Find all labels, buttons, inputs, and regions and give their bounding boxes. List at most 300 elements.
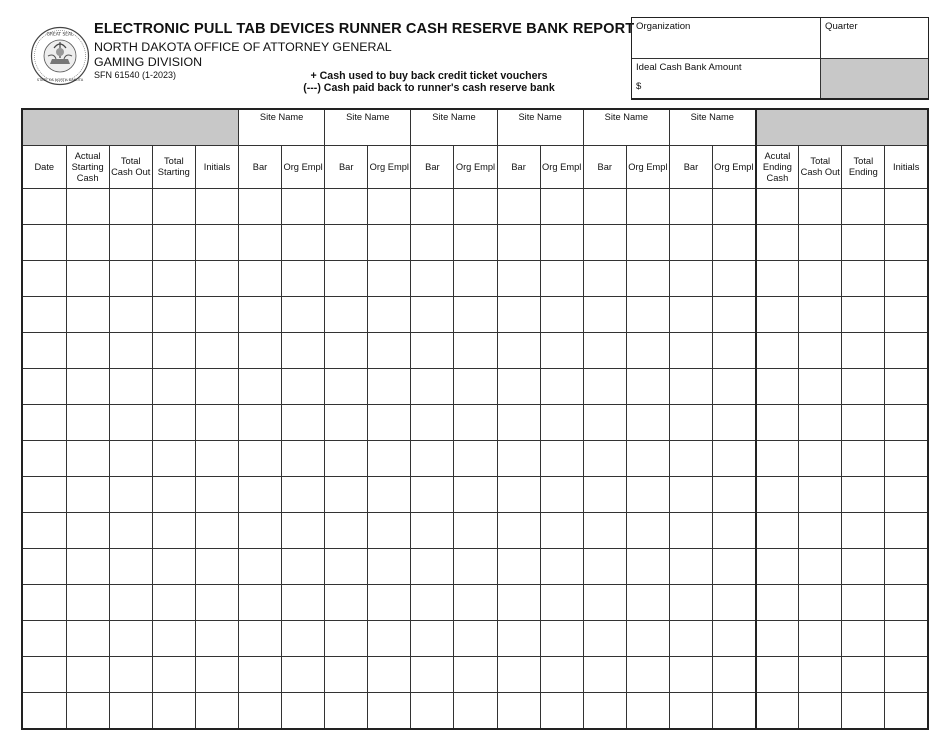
entry-cell[interactable] xyxy=(195,261,238,297)
entry-cell[interactable] xyxy=(626,477,669,513)
entry-cell[interactable] xyxy=(195,477,238,513)
entry-cell[interactable] xyxy=(626,225,669,261)
entry-cell[interactable] xyxy=(713,585,756,621)
entry-cell[interactable] xyxy=(540,549,583,585)
entry-cell[interactable] xyxy=(152,657,195,693)
entry-cell[interactable] xyxy=(626,657,669,693)
entry-cell[interactable] xyxy=(282,369,325,405)
entry-cell[interactable] xyxy=(540,225,583,261)
entry-cell[interactable] xyxy=(368,333,411,369)
entry-cell[interactable] xyxy=(152,333,195,369)
entry-cell[interactable] xyxy=(756,621,799,657)
entry-cell[interactable] xyxy=(885,189,928,225)
entry-cell[interactable] xyxy=(152,585,195,621)
entry-cell[interactable] xyxy=(799,297,842,333)
entry-cell[interactable] xyxy=(713,657,756,693)
entry-cell[interactable] xyxy=(885,693,928,730)
entry-cell[interactable] xyxy=(497,693,540,730)
entry-cell[interactable] xyxy=(411,585,454,621)
entry-cell[interactable] xyxy=(799,405,842,441)
entry-cell[interactable] xyxy=(411,261,454,297)
entry-cell[interactable] xyxy=(109,657,152,693)
entry-cell[interactable] xyxy=(238,333,281,369)
entry-cell[interactable] xyxy=(195,333,238,369)
entry-cell[interactable] xyxy=(282,513,325,549)
entry-cell[interactable] xyxy=(152,693,195,730)
entry-cell[interactable] xyxy=(195,693,238,730)
entry-cell[interactable] xyxy=(325,657,368,693)
entry-cell[interactable] xyxy=(368,513,411,549)
entry-cell[interactable] xyxy=(583,405,626,441)
entry-cell[interactable] xyxy=(368,621,411,657)
entry-cell[interactable] xyxy=(669,477,712,513)
entry-cell[interactable] xyxy=(713,549,756,585)
entry-cell[interactable] xyxy=(756,657,799,693)
entry-cell[interactable] xyxy=(238,585,281,621)
entry-cell[interactable] xyxy=(109,369,152,405)
entry-cell[interactable] xyxy=(799,693,842,730)
entry-cell[interactable] xyxy=(195,297,238,333)
entry-cell[interactable] xyxy=(368,189,411,225)
entry-cell[interactable] xyxy=(713,441,756,477)
entry-cell[interactable] xyxy=(756,441,799,477)
entry-cell[interactable] xyxy=(109,333,152,369)
entry-cell[interactable] xyxy=(22,441,66,477)
entry-cell[interactable] xyxy=(66,189,109,225)
entry-cell[interactable] xyxy=(152,477,195,513)
entry-cell[interactable] xyxy=(583,189,626,225)
entry-cell[interactable] xyxy=(325,333,368,369)
entry-cell[interactable] xyxy=(540,657,583,693)
entry-cell[interactable] xyxy=(713,693,756,730)
entry-cell[interactable] xyxy=(497,621,540,657)
entry-cell[interactable] xyxy=(282,333,325,369)
entry-cell[interactable] xyxy=(238,441,281,477)
entry-cell[interactable] xyxy=(669,621,712,657)
entry-cell[interactable] xyxy=(411,549,454,585)
entry-cell[interactable] xyxy=(195,369,238,405)
entry-cell[interactable] xyxy=(799,261,842,297)
entry-cell[interactable] xyxy=(842,369,885,405)
entry-cell[interactable] xyxy=(109,225,152,261)
entry-cell[interactable] xyxy=(713,369,756,405)
entry-cell[interactable] xyxy=(756,333,799,369)
entry-cell[interactable] xyxy=(368,297,411,333)
entry-cell[interactable] xyxy=(454,549,497,585)
entry-cell[interactable] xyxy=(540,441,583,477)
entry-cell[interactable] xyxy=(756,261,799,297)
entry-cell[interactable] xyxy=(411,441,454,477)
entry-cell[interactable] xyxy=(799,333,842,369)
entry-cell[interactable] xyxy=(109,261,152,297)
entry-cell[interactable] xyxy=(282,225,325,261)
entry-cell[interactable] xyxy=(454,477,497,513)
entry-cell[interactable] xyxy=(713,225,756,261)
ideal-cash-input[interactable] xyxy=(646,79,814,94)
entry-cell[interactable] xyxy=(713,297,756,333)
entry-cell[interactable] xyxy=(885,297,928,333)
entry-cell[interactable] xyxy=(66,441,109,477)
entry-cell[interactable] xyxy=(411,225,454,261)
entry-cell[interactable] xyxy=(109,621,152,657)
entry-cell[interactable] xyxy=(66,297,109,333)
entry-cell[interactable] xyxy=(109,549,152,585)
entry-cell[interactable] xyxy=(756,549,799,585)
entry-cell[interactable] xyxy=(842,549,885,585)
entry-cell[interactable] xyxy=(885,261,928,297)
entry-cell[interactable] xyxy=(713,513,756,549)
entry-cell[interactable] xyxy=(497,405,540,441)
entry-cell[interactable] xyxy=(411,369,454,405)
entry-cell[interactable] xyxy=(282,297,325,333)
entry-cell[interactable] xyxy=(626,297,669,333)
entry-cell[interactable] xyxy=(540,369,583,405)
entry-cell[interactable] xyxy=(669,225,712,261)
entry-cell[interactable] xyxy=(799,189,842,225)
entry-cell[interactable] xyxy=(368,405,411,441)
entry-cell[interactable] xyxy=(152,189,195,225)
entry-cell[interactable] xyxy=(282,621,325,657)
entry-cell[interactable] xyxy=(497,225,540,261)
entry-cell[interactable] xyxy=(152,549,195,585)
entry-cell[interactable] xyxy=(842,693,885,730)
entry-cell[interactable] xyxy=(454,297,497,333)
entry-cell[interactable] xyxy=(583,621,626,657)
entry-cell[interactable] xyxy=(238,369,281,405)
entry-cell[interactable] xyxy=(842,513,885,549)
entry-cell[interactable] xyxy=(626,441,669,477)
entry-cell[interactable] xyxy=(22,585,66,621)
entry-cell[interactable] xyxy=(583,261,626,297)
entry-cell[interactable] xyxy=(885,369,928,405)
entry-cell[interactable] xyxy=(411,297,454,333)
entry-cell[interactable] xyxy=(454,693,497,730)
entry-cell[interactable] xyxy=(885,477,928,513)
entry-cell[interactable] xyxy=(152,297,195,333)
organization-input[interactable] xyxy=(636,36,814,54)
entry-cell[interactable] xyxy=(368,441,411,477)
entry-cell[interactable] xyxy=(22,549,66,585)
entry-cell[interactable] xyxy=(66,405,109,441)
entry-cell[interactable] xyxy=(368,693,411,730)
entry-cell[interactable] xyxy=(454,405,497,441)
entry-cell[interactable] xyxy=(368,225,411,261)
entry-cell[interactable] xyxy=(626,693,669,730)
entry-cell[interactable] xyxy=(669,693,712,730)
entry-cell[interactable] xyxy=(497,369,540,405)
entry-cell[interactable] xyxy=(152,261,195,297)
entry-cell[interactable] xyxy=(497,477,540,513)
entry-cell[interactable] xyxy=(669,549,712,585)
entry-cell[interactable] xyxy=(195,225,238,261)
entry-cell[interactable] xyxy=(411,477,454,513)
entry-cell[interactable] xyxy=(454,513,497,549)
entry-cell[interactable] xyxy=(22,225,66,261)
entry-cell[interactable] xyxy=(238,225,281,261)
entry-cell[interactable] xyxy=(583,441,626,477)
entry-cell[interactable] xyxy=(540,405,583,441)
entry-cell[interactable] xyxy=(325,585,368,621)
quarter-input[interactable] xyxy=(825,36,921,54)
entry-cell[interactable] xyxy=(885,657,928,693)
entry-cell[interactable] xyxy=(325,225,368,261)
entry-cell[interactable] xyxy=(411,405,454,441)
entry-cell[interactable] xyxy=(109,477,152,513)
entry-cell[interactable] xyxy=(540,585,583,621)
entry-cell[interactable] xyxy=(756,477,799,513)
entry-cell[interactable] xyxy=(669,369,712,405)
entry-cell[interactable] xyxy=(583,477,626,513)
entry-cell[interactable] xyxy=(583,549,626,585)
entry-cell[interactable] xyxy=(238,261,281,297)
entry-cell[interactable] xyxy=(282,261,325,297)
entry-cell[interactable] xyxy=(325,441,368,477)
entry-cell[interactable] xyxy=(497,297,540,333)
entry-cell[interactable] xyxy=(626,405,669,441)
entry-cell[interactable] xyxy=(22,297,66,333)
entry-cell[interactable] xyxy=(195,405,238,441)
entry-cell[interactable] xyxy=(540,621,583,657)
entry-cell[interactable] xyxy=(885,225,928,261)
entry-cell[interactable] xyxy=(756,369,799,405)
entry-cell[interactable] xyxy=(497,513,540,549)
entry-cell[interactable] xyxy=(282,549,325,585)
entry-cell[interactable] xyxy=(669,585,712,621)
entry-cell[interactable] xyxy=(713,189,756,225)
entry-cell[interactable] xyxy=(411,189,454,225)
entry-cell[interactable] xyxy=(713,477,756,513)
entry-cell[interactable] xyxy=(799,441,842,477)
entry-cell[interactable] xyxy=(842,621,885,657)
entry-cell[interactable] xyxy=(842,225,885,261)
entry-cell[interactable] xyxy=(583,657,626,693)
entry-cell[interactable] xyxy=(669,261,712,297)
entry-cell[interactable] xyxy=(22,369,66,405)
entry-cell[interactable] xyxy=(368,477,411,513)
entry-cell[interactable] xyxy=(195,513,238,549)
entry-cell[interactable] xyxy=(368,369,411,405)
entry-cell[interactable] xyxy=(583,333,626,369)
entry-cell[interactable] xyxy=(325,261,368,297)
entry-cell[interactable] xyxy=(238,621,281,657)
entry-cell[interactable] xyxy=(152,621,195,657)
entry-cell[interactable] xyxy=(583,225,626,261)
entry-cell[interactable] xyxy=(799,621,842,657)
entry-cell[interactable] xyxy=(66,477,109,513)
entry-cell[interactable] xyxy=(109,513,152,549)
entry-cell[interactable] xyxy=(713,261,756,297)
entry-cell[interactable] xyxy=(842,297,885,333)
entry-cell[interactable] xyxy=(282,477,325,513)
entry-cell[interactable] xyxy=(799,657,842,693)
entry-cell[interactable] xyxy=(109,189,152,225)
entry-cell[interactable] xyxy=(238,513,281,549)
entry-cell[interactable] xyxy=(885,513,928,549)
entry-cell[interactable] xyxy=(842,657,885,693)
entry-cell[interactable] xyxy=(454,441,497,477)
entry-cell[interactable] xyxy=(109,693,152,730)
entry-cell[interactable] xyxy=(799,477,842,513)
entry-cell[interactable] xyxy=(66,225,109,261)
entry-cell[interactable] xyxy=(713,333,756,369)
entry-cell[interactable] xyxy=(66,657,109,693)
entry-cell[interactable] xyxy=(195,621,238,657)
entry-cell[interactable] xyxy=(842,405,885,441)
entry-cell[interactable] xyxy=(583,693,626,730)
entry-cell[interactable] xyxy=(66,585,109,621)
entry-cell[interactable] xyxy=(842,477,885,513)
entry-cell[interactable] xyxy=(282,405,325,441)
entry-cell[interactable] xyxy=(325,189,368,225)
entry-cell[interactable] xyxy=(368,657,411,693)
entry-cell[interactable] xyxy=(152,369,195,405)
entry-cell[interactable] xyxy=(885,621,928,657)
entry-cell[interactable] xyxy=(368,549,411,585)
entry-cell[interactable] xyxy=(669,405,712,441)
entry-cell[interactable] xyxy=(238,477,281,513)
entry-cell[interactable] xyxy=(626,513,669,549)
entry-cell[interactable] xyxy=(497,585,540,621)
entry-cell[interactable] xyxy=(626,549,669,585)
entry-cell[interactable] xyxy=(325,405,368,441)
entry-cell[interactable] xyxy=(411,693,454,730)
entry-cell[interactable] xyxy=(540,693,583,730)
entry-cell[interactable] xyxy=(66,693,109,730)
entry-cell[interactable] xyxy=(22,189,66,225)
entry-cell[interactable] xyxy=(282,693,325,730)
entry-cell[interactable] xyxy=(22,477,66,513)
entry-cell[interactable] xyxy=(195,657,238,693)
entry-cell[interactable] xyxy=(669,297,712,333)
entry-cell[interactable] xyxy=(583,513,626,549)
entry-cell[interactable] xyxy=(66,369,109,405)
entry-cell[interactable] xyxy=(497,549,540,585)
entry-cell[interactable] xyxy=(238,405,281,441)
entry-cell[interactable] xyxy=(152,441,195,477)
entry-cell[interactable] xyxy=(454,585,497,621)
entry-cell[interactable] xyxy=(799,369,842,405)
entry-cell[interactable] xyxy=(885,585,928,621)
entry-cell[interactable] xyxy=(799,549,842,585)
entry-cell[interactable] xyxy=(583,369,626,405)
entry-cell[interactable] xyxy=(109,297,152,333)
entry-cell[interactable] xyxy=(885,441,928,477)
entry-cell[interactable] xyxy=(799,513,842,549)
entry-cell[interactable] xyxy=(325,693,368,730)
entry-cell[interactable] xyxy=(368,585,411,621)
entry-cell[interactable] xyxy=(454,333,497,369)
entry-cell[interactable] xyxy=(238,549,281,585)
entry-cell[interactable] xyxy=(238,693,281,730)
entry-cell[interactable] xyxy=(669,513,712,549)
entry-cell[interactable] xyxy=(885,333,928,369)
entry-cell[interactable] xyxy=(454,189,497,225)
entry-cell[interactable] xyxy=(454,369,497,405)
entry-cell[interactable] xyxy=(497,657,540,693)
entry-cell[interactable] xyxy=(109,405,152,441)
entry-cell[interactable] xyxy=(885,549,928,585)
entry-cell[interactable] xyxy=(497,441,540,477)
entry-cell[interactable] xyxy=(540,513,583,549)
entry-cell[interactable] xyxy=(282,441,325,477)
entry-cell[interactable] xyxy=(842,189,885,225)
entry-cell[interactable] xyxy=(626,621,669,657)
entry-cell[interactable] xyxy=(66,261,109,297)
entry-cell[interactable] xyxy=(842,333,885,369)
entry-cell[interactable] xyxy=(368,261,411,297)
entry-cell[interactable] xyxy=(540,189,583,225)
entry-cell[interactable] xyxy=(799,585,842,621)
entry-cell[interactable] xyxy=(22,693,66,730)
entry-cell[interactable] xyxy=(22,657,66,693)
entry-cell[interactable] xyxy=(411,621,454,657)
entry-cell[interactable] xyxy=(885,405,928,441)
entry-cell[interactable] xyxy=(22,261,66,297)
entry-cell[interactable] xyxy=(411,333,454,369)
entry-cell[interactable] xyxy=(238,297,281,333)
entry-cell[interactable] xyxy=(669,441,712,477)
entry-cell[interactable] xyxy=(540,297,583,333)
entry-cell[interactable] xyxy=(195,585,238,621)
entry-cell[interactable] xyxy=(497,333,540,369)
entry-cell[interactable] xyxy=(497,261,540,297)
entry-cell[interactable] xyxy=(799,225,842,261)
entry-cell[interactable] xyxy=(195,189,238,225)
entry-cell[interactable] xyxy=(756,693,799,730)
entry-cell[interactable] xyxy=(325,477,368,513)
entry-cell[interactable] xyxy=(195,549,238,585)
entry-cell[interactable] xyxy=(842,261,885,297)
entry-cell[interactable] xyxy=(325,369,368,405)
entry-cell[interactable] xyxy=(713,621,756,657)
entry-cell[interactable] xyxy=(325,621,368,657)
entry-cell[interactable] xyxy=(497,189,540,225)
entry-cell[interactable] xyxy=(195,441,238,477)
entry-cell[interactable] xyxy=(282,189,325,225)
entry-cell[interactable] xyxy=(756,189,799,225)
entry-cell[interactable] xyxy=(109,441,152,477)
entry-cell[interactable] xyxy=(626,261,669,297)
entry-cell[interactable] xyxy=(540,477,583,513)
entry-cell[interactable] xyxy=(282,657,325,693)
entry-cell[interactable] xyxy=(583,585,626,621)
entry-cell[interactable] xyxy=(152,225,195,261)
entry-cell[interactable] xyxy=(411,513,454,549)
entry-cell[interactable] xyxy=(626,333,669,369)
entry-cell[interactable] xyxy=(626,369,669,405)
entry-cell[interactable] xyxy=(669,189,712,225)
entry-cell[interactable] xyxy=(756,405,799,441)
entry-cell[interactable] xyxy=(842,441,885,477)
entry-cell[interactable] xyxy=(66,549,109,585)
entry-cell[interactable] xyxy=(454,621,497,657)
entry-cell[interactable] xyxy=(152,405,195,441)
entry-cell[interactable] xyxy=(152,513,195,549)
entry-cell[interactable] xyxy=(756,585,799,621)
entry-cell[interactable] xyxy=(325,513,368,549)
entry-cell[interactable] xyxy=(583,297,626,333)
entry-cell[interactable] xyxy=(756,513,799,549)
entry-cell[interactable] xyxy=(756,225,799,261)
entry-cell[interactable] xyxy=(109,585,152,621)
entry-cell[interactable] xyxy=(66,513,109,549)
entry-cell[interactable] xyxy=(713,405,756,441)
entry-cell[interactable] xyxy=(22,405,66,441)
entry-cell[interactable] xyxy=(842,585,885,621)
entry-cell[interactable] xyxy=(669,657,712,693)
entry-cell[interactable] xyxy=(454,261,497,297)
entry-cell[interactable] xyxy=(325,297,368,333)
